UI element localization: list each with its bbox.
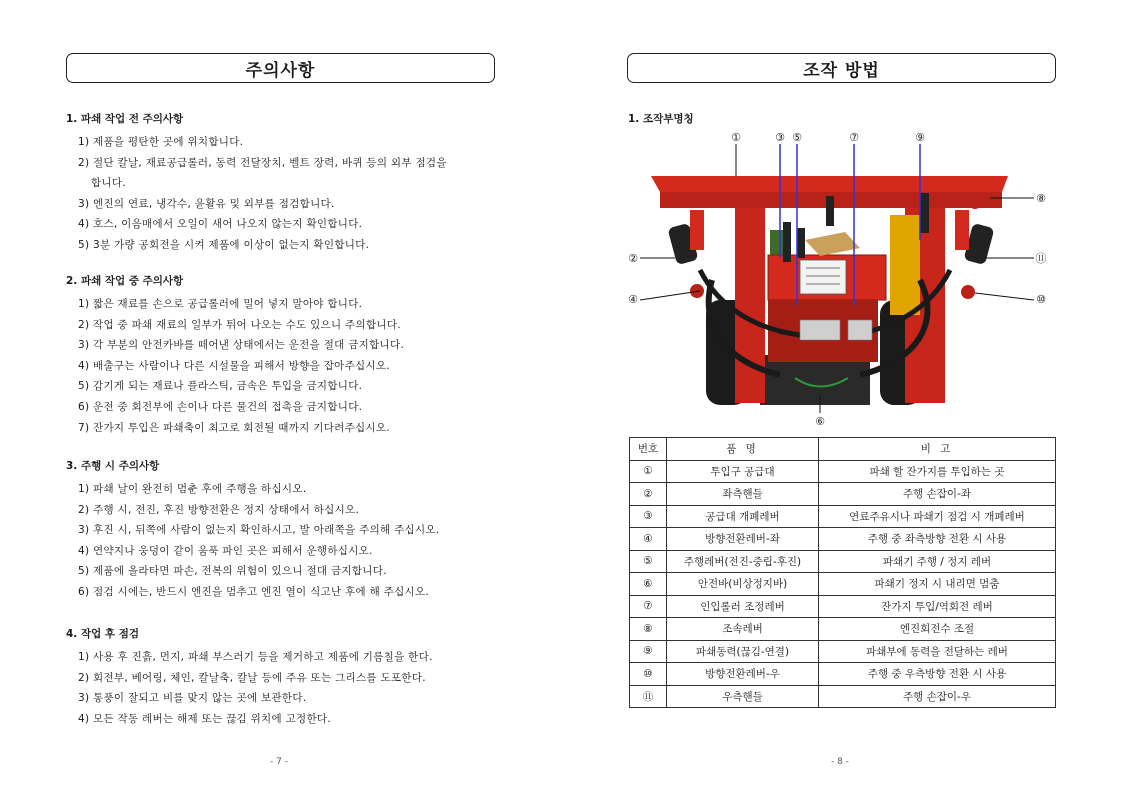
table-row (630, 595, 1056, 618)
row-number: ⑤ (630, 550, 667, 573)
list-item: 4) 호스, 이음매에서 오일이 새어 나오지 않는지 확인합니다. (78, 218, 363, 231)
row-name: 좌측핸들 (667, 483, 819, 506)
callout-1: ① (731, 131, 741, 144)
table-row (630, 550, 1056, 573)
list-item: 2) 절단 칼날, 재료공급롤러, 동력 전달장치, 벨트 장력, 바퀴 등의 외부 점검을 (78, 156, 447, 169)
list-item: 1) 사용 후 진흙, 먼지, 파쇄 부스러기 등을 제거하고 제품에 기름칠을 한다. (78, 651, 433, 663)
row-note: 주행 손잡이-좌 (819, 483, 1056, 506)
table-row (630, 528, 1056, 551)
list-item: 1) 파쇄 날이 완전히 멈춘 후에 주행을 하십시오. (78, 483, 307, 495)
list-item: 6) 점검 시에는, 반드시 엔진을 멈추고 엔진 열이 식고난 후에 해 주십시오. (78, 585, 430, 598)
row-note: 주행 중 우측방향 전환 시 사용 (819, 663, 1056, 686)
table-row (630, 640, 1056, 663)
row-number: ② (630, 483, 667, 506)
list-item: 1) 짧은 재료를 손으로 공급롤러에 밀어 넣지 말아야 합니다. (78, 298, 363, 310)
row-name: 투입구 공급대 (667, 460, 819, 483)
row-name: 우측핸들 (667, 685, 819, 708)
lever (797, 228, 805, 258)
header-name: 품 명 (667, 438, 819, 461)
callout-9: ⑨ (915, 131, 925, 144)
table-row (630, 483, 1056, 506)
row-number: ⑩ (630, 663, 667, 686)
section-heading: 1. 파쇄 작업 전 주의사항 (66, 113, 184, 125)
list-item: 5) 3분 가량 공회전을 시켜 제품에 이상이 없는지 확인합니다. (78, 238, 370, 251)
row-name: 주행레버(전진-중립-후진) (667, 550, 819, 573)
row-number: ③ (630, 505, 667, 528)
list-item: 3) 후진 시, 뒤쪽에 사람이 없는지 확인하시고, 발 아래쪽을 주의해 주십시오. (78, 524, 440, 537)
right-page-title: 조작 방법 (803, 60, 880, 81)
callout-11: ⑪ (1035, 252, 1047, 265)
row-number: ① (630, 460, 667, 483)
header-number: 번호 (630, 438, 667, 461)
table-header-row (630, 438, 1056, 461)
list-item: 5) 감기게 되는 재료나 플라스틱, 금속은 투입을 금지합니다. (78, 380, 363, 393)
control-panel (768, 255, 886, 300)
safety-bar (795, 378, 848, 387)
lever (826, 196, 834, 226)
right-wheel (880, 300, 922, 405)
right-page-number: - 8 - (831, 757, 849, 767)
table-row (630, 573, 1056, 596)
left-page-title-box (66, 53, 495, 83)
list-item: 4) 배출구는 사람이나 다른 시설물을 피해서 방향을 잡아주십시오. (78, 359, 390, 372)
row-note: 엔진회전수 조절 (819, 618, 1056, 641)
right-page-title-box (627, 53, 1056, 83)
list-item: 3) 각 부분의 안전카바를 떼어낸 상태에서는 운전을 절대 금지합니다. (78, 339, 405, 352)
list-item: 1) 제품을 평탄한 곳에 위치합니다. (78, 136, 244, 148)
table-row (630, 618, 1056, 641)
lever (783, 222, 791, 262)
right-handle (963, 223, 994, 265)
list-item: 6) 운전 중 회전부에 손이나 다른 물건의 접촉을 금지합니다. (78, 400, 363, 413)
list-item (66, 173, 506, 194)
left-page-number: - 7 - (270, 757, 288, 767)
row-note: 파쇄 할 잔가지를 투입하는 곳 (819, 460, 1056, 483)
row-note: 파쇄부에 동력을 전달하는 레버 (819, 640, 1056, 663)
callout-6: ⑥ (815, 415, 825, 428)
list-item-continuation: 합니다. (91, 177, 126, 190)
header-note: 비 고 (819, 438, 1056, 461)
row-name: 공급대 개폐레버 (667, 505, 819, 528)
section-after-work (66, 626, 506, 729)
list-item: 3) 엔진의 연료, 냉각수, 윤활유 및 외부를 점검합니다. (78, 197, 335, 210)
callout-8: ⑧ (1036, 192, 1046, 205)
lever (920, 193, 929, 233)
row-number: ⑥ (630, 573, 667, 596)
list-item: 2) 작업 중 파쇄 재료의 일부가 튀어 나오는 수도 있으니 주의합니다. (78, 318, 401, 331)
list-item: 2) 회전부, 베어링, 체인, 칼날축, 칼날 등에 주유 또는 그리스를 도포한다. (78, 671, 426, 684)
row-note: 주행 손잡이-우 (819, 685, 1056, 708)
callout-2: ② (628, 252, 638, 265)
row-number: ⑦ (630, 595, 667, 618)
table-row (630, 505, 1056, 528)
row-name: 방향전환레버-우 (667, 663, 819, 686)
row-note: 잔가지 투입/역회전 레버 (819, 595, 1056, 618)
controls-section-heading: 1. 조작부명칭 (628, 113, 694, 125)
row-name: 안전바(비상정지바) (667, 573, 819, 596)
row-note: 주행 중 좌측방향 전환 시 사용 (819, 528, 1056, 551)
row-number: ④ (630, 528, 667, 551)
row-note: 연료주유시나 파쇄기 점검 시 개폐레버 (819, 505, 1056, 528)
row-name: 파쇄동력(끊김-연결) (667, 640, 819, 663)
row-note: 파쇄기 정지 시 내리면 멈춤 (819, 573, 1056, 596)
callout-4: ④ (628, 293, 638, 306)
list-item: 4) 모든 작동 레버는 해제 또는 끊김 위치에 고정한다. (78, 712, 331, 725)
list-item: 4) 연약지나 웅덩이 같이 움푹 파인 곳은 피해서 운행하십시오. (78, 544, 373, 557)
feed-hopper (651, 176, 1008, 192)
callout-10: ⑩ (1036, 293, 1046, 306)
left-handle (667, 223, 698, 265)
row-name: 방향전환레버-좌 (667, 528, 819, 551)
callout-5: ⑤ (792, 131, 802, 144)
row-number: ⑨ (630, 640, 667, 663)
section-during-work (66, 273, 506, 438)
section-heading: 3. 주행 시 주의사항 (66, 460, 160, 472)
section-heading: 2. 파쇄 작업 중 주의사항 (66, 275, 184, 287)
row-name: 조속레버 (667, 618, 819, 641)
row-number: ⑪ (630, 685, 667, 708)
section-before-work (66, 111, 506, 256)
list-item: 7) 잔가지 투입은 파쇄축이 최고로 회전될 때까지 기다려주십시오. (78, 421, 390, 434)
list-item: 2) 주행 시, 전진, 후진 방향전환은 정지 상태에서 하십시오. (78, 503, 360, 516)
list-item: 3) 통풍이 잘되고 비를 맞지 않는 곳에 보관한다. (78, 692, 307, 705)
left-wheel (706, 300, 748, 405)
table-row (630, 663, 1056, 686)
parts-table (629, 437, 1056, 708)
row-note: 파쇄기 주행 / 정지 레버 (819, 550, 1056, 573)
callout-7: ⑦ (849, 131, 859, 144)
left-page-title: 주의사항 (245, 60, 316, 81)
section-driving (66, 458, 506, 603)
table-row (630, 685, 1056, 708)
row-number: ⑧ (630, 618, 667, 641)
list-item: 5) 제품에 올라타면 파손, 전복의 위험이 있으니 절대 금지합니다. (78, 565, 387, 578)
row-name: 인입롤러 조정레버 (667, 595, 819, 618)
table-row (630, 460, 1056, 483)
callout-3: ③ (775, 131, 785, 144)
section-heading: 4. 작업 후 점검 (66, 628, 139, 640)
